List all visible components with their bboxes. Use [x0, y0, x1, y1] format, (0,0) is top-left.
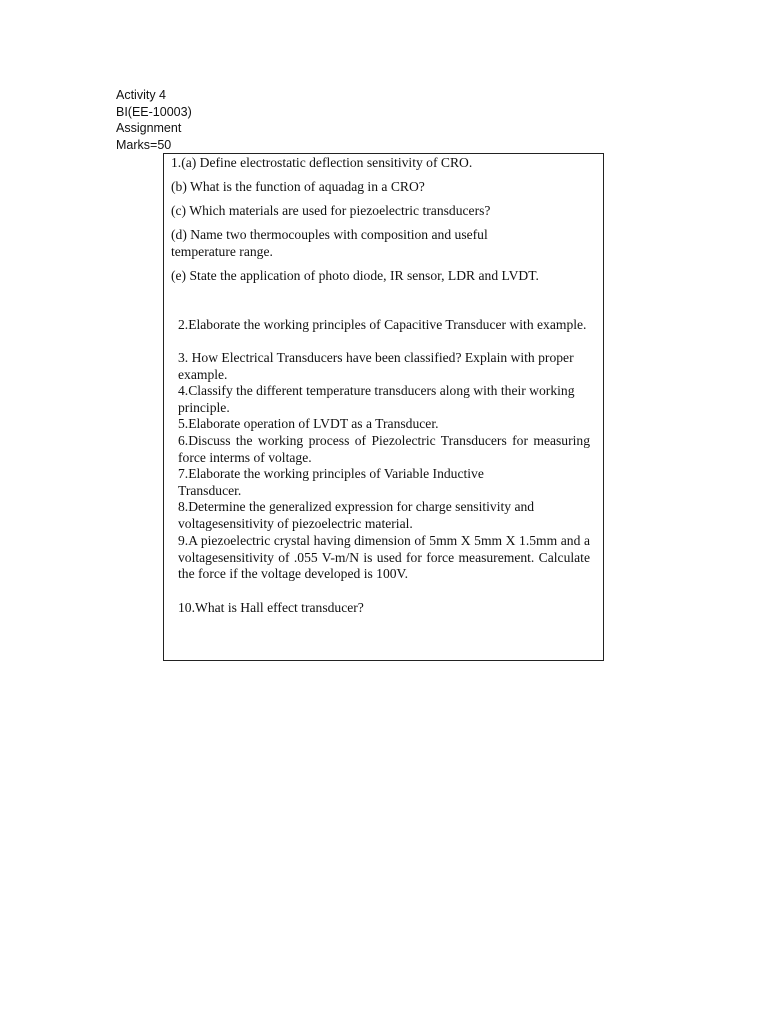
assignment-header — [116, 87, 192, 153]
question-2: 2.Elaborate the working principles of Capacitive Transducer with example. — [178, 317, 587, 332]
question-7: 7.Elaborate the working principles of Variable Inductive Transducer. — [178, 466, 484, 498]
document-type: Assignment — [116, 121, 182, 135]
question-box — [163, 153, 604, 661]
question-1b: (b) What is the function of aquadag in a CRO? — [171, 179, 425, 194]
marks-label: Marks=50 — [116, 137, 172, 152]
question-10: 10.What is Hall effect transducer? — [178, 600, 364, 615]
question-1d: (d) Name two thermocouples with composition and useful temperature range. — [171, 227, 488, 259]
course-code: BI(EE-10003) — [116, 104, 192, 119]
question-1a: 1.(a) Define electrostatic deflection sensitivity of CRO. — [171, 155, 473, 170]
question-8: 8.Determine the generalized expression for charge sensitivity and voltagesensitivity of piezoelectric material. — [178, 499, 535, 531]
question-6: 6.Discuss the working process of Piezolectric Transducers for measuring force interms of voltage. — [178, 433, 590, 465]
activity-label: Activity 4 — [116, 88, 167, 102]
question-9: 9.A piezoelectric crystal having dimension of 5mm X 5mm X 1.5mm and a voltagesensitivity of .055 V-m/N is used for force measurement. Calculate the force if the voltage developed is 100V. — [178, 533, 590, 581]
question-1e: (e) State the application of photo diode, IR sensor, LDR and LVDT. — [171, 268, 539, 283]
question-1c: (c) Which materials are used for piezoelectric transducers? — [171, 203, 491, 218]
question-4: 4.Classify the different temperature transducers along with their working principle. — [178, 383, 575, 415]
question-3: 3. How Electrical Transducers have been classified? Explain with proper example. — [178, 350, 574, 382]
question-5: 5.Elaborate operation of LVDT as a Transducer. — [178, 416, 439, 431]
